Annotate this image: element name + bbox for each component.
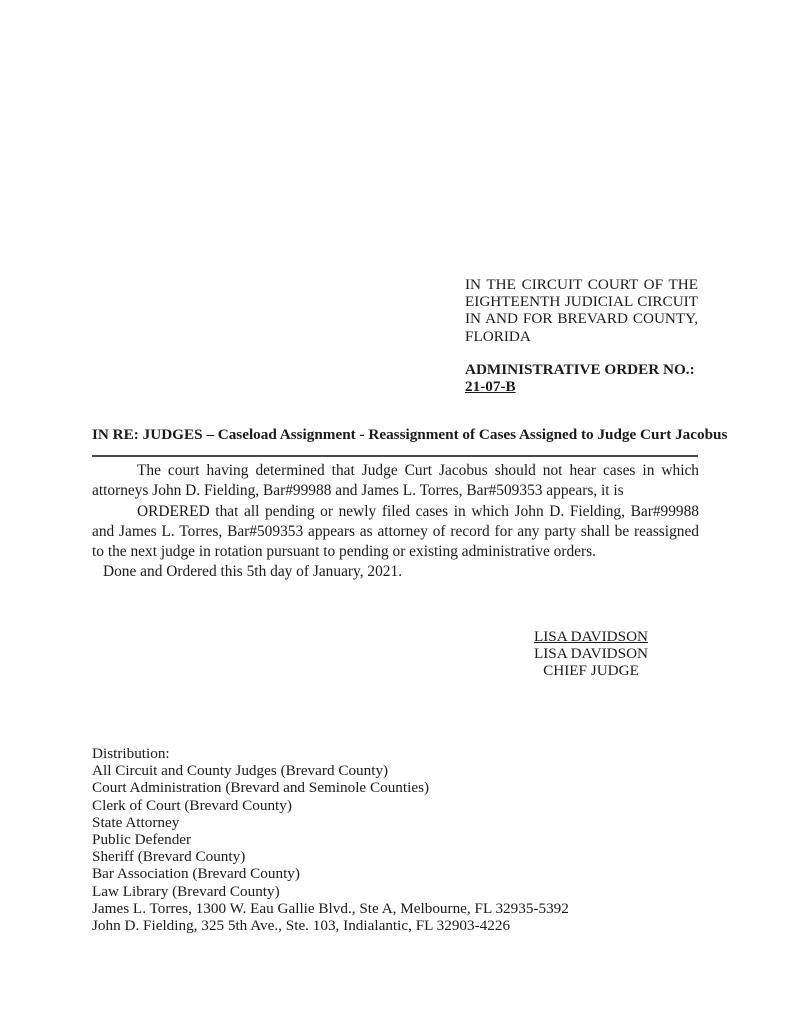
court-caption-line: IN AND FOR BREVARD COUNTY, <box>465 310 698 328</box>
distribution-heading: Distribution: <box>92 745 170 762</box>
distribution-item: Sheriff (Brevard County) <box>92 848 246 866</box>
distribution-item: State Attorney <box>92 813 180 831</box>
distribution-item: Law Library (Brevard County) <box>92 882 280 900</box>
signature-signed-name: LISA DAVIDSON <box>533 628 649 645</box>
body-paragraph-determination: The court having determined that Judge Curt Jacobus should not hear cases in which attorneys John D. Fielding, Bar#99988 and James L. Torres, Bar#509353 appears, it is <box>92 462 699 500</box>
done-and-ordered-line: Done and Ordered this 5th day of January, 2021. <box>103 563 403 581</box>
court-caption-line: FLORIDA <box>465 327 531 345</box>
distribution-item: James L. Torres, 1300 W. Eau Gallie Blvd., Ste A, Melbourne, FL 32935-5392 <box>92 899 569 917</box>
signature-block <box>480 628 702 680</box>
distribution-item: Bar Association (Brevard County) <box>92 865 300 883</box>
court-caption-line: IN THE CIRCUIT COURT OF THE <box>465 276 698 293</box>
signature-printed-name: LISA DAVIDSON <box>533 645 649 663</box>
distribution-item: All Circuit and County Judges (Brevard County) <box>92 762 389 780</box>
body-paragraph-ordered: ORDERED that all pending or newly filed cases in which John D. Fielding, Bar#99988 and James L. Torres, Bar#509353 appears as attorney of record for any party shall be reassigned to the next judge in rotation pursuant to pending or existing administrative orders. <box>92 502 699 561</box>
distribution-item: John D. Fielding, 325 5th Ave., Ste. 103, Indialantic, FL 32903-4226 <box>92 917 511 935</box>
distribution-block <box>92 745 652 934</box>
order-title: IN RE: JUDGES – Caseload Assignment - Reassignment of Cases Assigned to Judge Curt Jacobus <box>92 426 728 443</box>
signature-title: CHIEF JUDGE <box>543 662 639 680</box>
admin-order-label: ADMINISTRATIVE ORDER NO.: <box>465 360 695 378</box>
distribution-item: Public Defender <box>92 831 192 849</box>
admin-order-number: 21-07-B <box>465 378 516 396</box>
distribution-item: Clerk of Court (Brevard County) <box>92 796 292 814</box>
order-body <box>92 461 699 583</box>
distribution-item: Court Administration (Brevard and Seminole Counties) <box>92 779 430 797</box>
title-divider-rule <box>92 455 698 457</box>
court-caption-block <box>465 276 698 395</box>
court-caption-line: EIGHTEENTH JUDICIAL CIRCUIT <box>465 293 698 311</box>
